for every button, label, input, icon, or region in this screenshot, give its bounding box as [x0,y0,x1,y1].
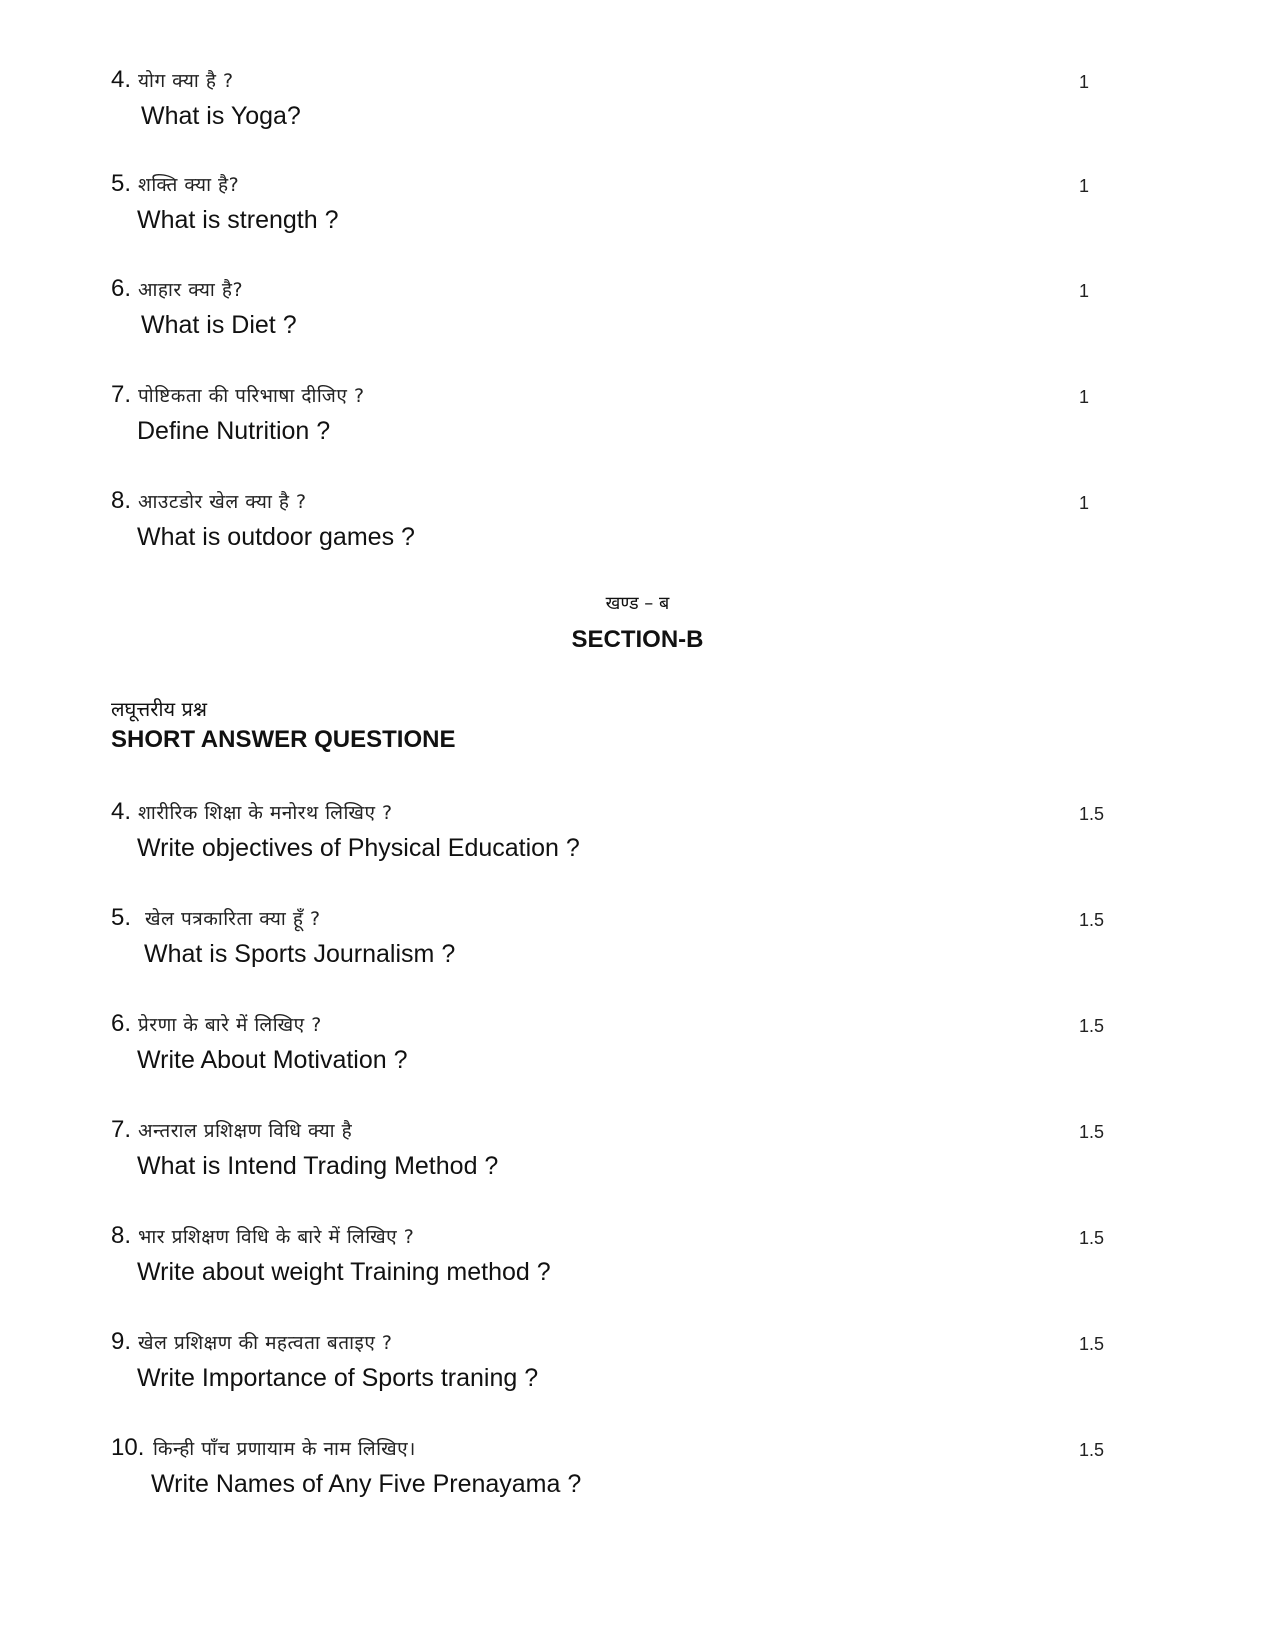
question-number: 5. [111,904,132,931]
question-marks: 1.5 [1079,1334,1105,1354]
question-item [111,381,1121,481]
question-number: 6. [111,1010,132,1037]
question-hindi: आउटडोर खेल क्या है ? [138,491,307,513]
question-english: What is strength ? [137,206,339,234]
question-number: 4. [111,798,132,825]
question-marks: 1.5 [1079,1440,1105,1460]
question-hindi: खेल पत्रकारिता क्या हूँ ? [145,908,321,930]
question-number: 4. [111,66,132,93]
question-english: Write Importance of Sports traning ? [137,1364,539,1392]
question-number: 7. [111,1116,132,1143]
question-item [111,487,1121,587]
question-item [111,275,1121,375]
section-heading-hindi: खण्ड – ब [605,593,670,614]
subheading-hindi: लघूत्तरीय प्रश्न [111,697,208,721]
question-marks: 1.5 [1079,1122,1105,1142]
question-marks: 1.5 [1079,1016,1105,1036]
question-marks: 1 [1079,387,1090,407]
question-hindi: आहार क्या है? [138,279,244,301]
question-marks: 1.5 [1079,1228,1105,1248]
question-number: 10. [111,1434,145,1461]
question-item [111,904,1121,1004]
question-number: 6. [111,275,132,302]
question-hindi: पोष्टिकता की परिभाषा दीजिए ? [138,385,365,407]
question-item [111,1010,1121,1110]
question-hindi: योग क्या है ? [138,70,234,92]
question-hindi: अन्तराल प्रशिक्षण विधि क्या है [138,1120,353,1142]
question-hindi: भार प्रशिक्षण विधि के बारे में लिखिए ? [138,1226,415,1248]
question-number: 8. [111,1222,132,1249]
question-english: What is Intend Trading Method ? [137,1152,499,1180]
question-hindi: खेल प्रशिक्षण की महत्वता बताइए ? [138,1332,393,1354]
question-item [111,1434,1121,1534]
question-item [111,1116,1121,1216]
question-number: 8. [111,487,132,514]
question-marks: 1 [1079,281,1090,301]
question-marks: 1 [1079,176,1090,196]
question-english: Write about weight Training method ? [137,1258,551,1286]
question-english: Define Nutrition ? [137,417,331,445]
subheading: SHORT ANSWER QUESTIONE [111,726,456,753]
question-english: What is outdoor games ? [137,523,415,551]
question-item [111,66,1121,166]
question-item [111,170,1121,270]
question-marks: 1.5 [1079,910,1105,930]
question-number: 9. [111,1328,132,1355]
question-english: Write objectives of Physical Education ? [137,834,580,862]
question-english: What is Yoga? [141,102,301,130]
question-item [111,1222,1121,1322]
question-hindi: किन्ही पाँच प्रणायाम के नाम लिखिए। [153,1438,416,1460]
question-hindi: शक्ति क्या है? [138,174,240,196]
question-english: What is Diet ? [141,311,297,339]
question-marks: 1 [1079,493,1090,513]
question-english: What is Sports Journalism ? [144,940,456,968]
question-english: Write About Motivation ? [137,1046,408,1074]
question-number: 5. [111,170,132,197]
section-heading: SECTION-B [571,626,704,653]
question-item [111,1328,1121,1428]
question-marks: 1.5 [1079,804,1105,824]
question-marks: 1 [1079,72,1090,92]
question-number: 7. [111,381,132,408]
question-hindi: शारीरिक शिक्षा के मनोरथ लिखिए ? [138,802,393,824]
question-hindi: प्रेरणा के बारे में लिखिए ? [138,1014,322,1036]
question-english: Write Names of Any Five Prenayama ? [151,1470,582,1498]
question-item [111,798,1121,898]
